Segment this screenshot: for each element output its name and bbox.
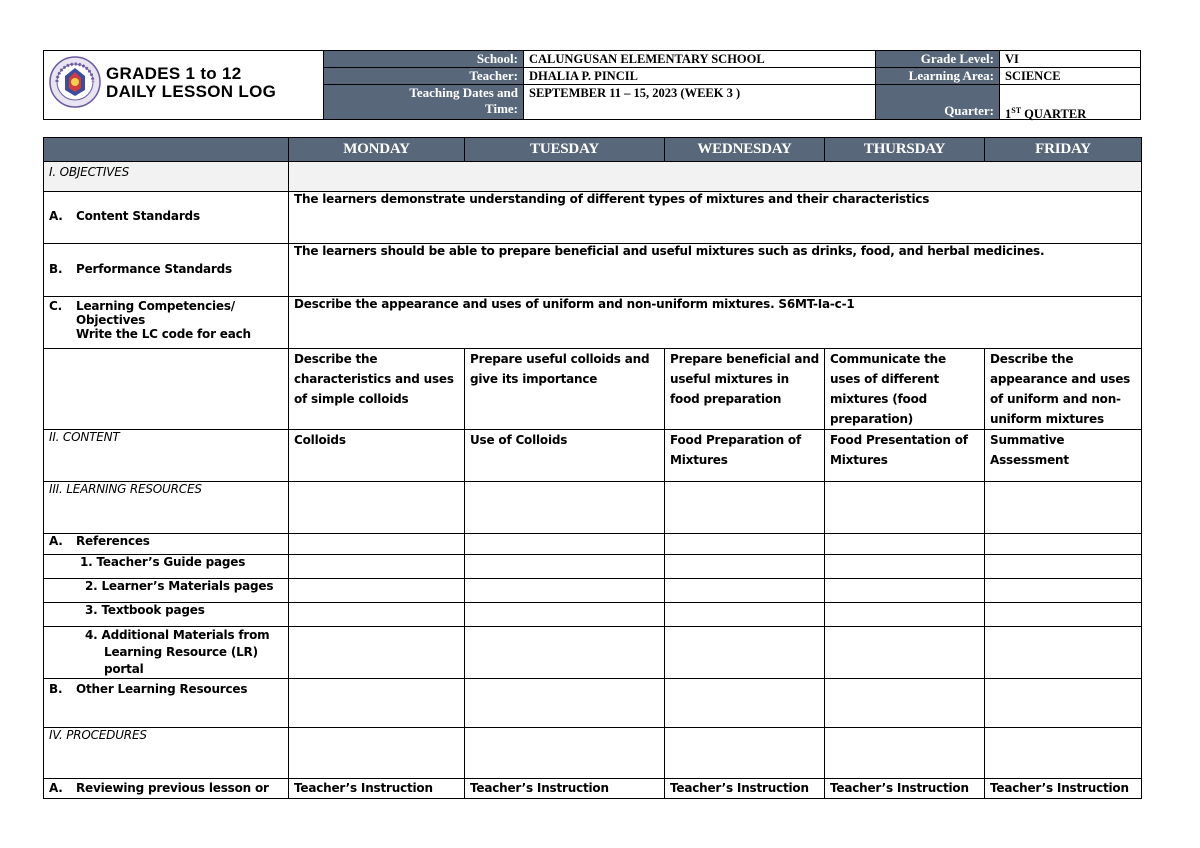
additional-materials-label: 4. Additional Materials from Learning Resource (LR) portal — [44, 627, 289, 679]
lesson-log-header — [43, 50, 1141, 120]
day-header-monday: MONDAY — [289, 138, 465, 162]
learning-resources-heading: III. LEARNING RESOURCES — [44, 482, 289, 534]
procedure-friday: Teacher’s Instruction — [985, 779, 1142, 799]
content-standards-row — [44, 192, 1142, 244]
reviewing-row — [44, 779, 1142, 799]
procedure-thursday: Teacher’s Instruction — [825, 779, 985, 799]
learners-materials-row — [44, 579, 1142, 603]
deped-seal-icon — [49, 56, 101, 108]
school-value: CALUNGUSAN ELEMENTARY SCHOOL — [524, 51, 876, 68]
content-standards-value: The learners demonstrate understanding of different types of mixtures and their characteristics — [289, 192, 1142, 244]
blank-header-cell — [44, 138, 289, 162]
reviewing-label: A. Reviewing previous lesson or — [44, 779, 289, 799]
performance-standards-value: The learners should be able to prepare beneficial and useful mixtures such as drinks, food, and herbal medicines. — [289, 244, 1142, 297]
content-tuesday: Use of Colloids — [465, 430, 665, 482]
daily-objectives-row — [44, 349, 1142, 430]
teachers-guide-label: 1. Teacher’s Guide pages — [44, 555, 289, 579]
references-label: A. References — [44, 534, 289, 555]
day-header-row — [44, 138, 1142, 162]
objective-monday: Describe the characteristics and uses of simple colloids — [289, 349, 465, 430]
objective-wednesday: Prepare beneficial and useful mixtures in food preparation — [665, 349, 825, 430]
day-header-friday: FRIDAY — [985, 138, 1142, 162]
content-standards-label: A. Content Standards — [44, 192, 289, 244]
teachers-guide-row — [44, 555, 1142, 579]
learning-competencies-row — [44, 297, 1142, 349]
procedure-wednesday: Teacher’s Instruction — [665, 779, 825, 799]
additional-materials-row — [44, 627, 1142, 679]
procedures-heading: IV. PROCEDURES — [44, 728, 289, 779]
objective-friday: Describe the appearance and uses of uniform and non-uniform mixtures — [985, 349, 1142, 430]
textbook-row — [44, 603, 1142, 627]
content-monday: Colloids — [289, 430, 465, 482]
lesson-log-table — [43, 137, 1142, 799]
objective-thursday: Communicate the uses of different mixtures (food preparation) — [825, 349, 985, 430]
other-resources-label: B. Other Learning Resources — [44, 679, 289, 728]
header-title-line1: GRADES 1 to 12 — [106, 64, 242, 83]
learning-area-value: SCIENCE — [1000, 68, 1140, 85]
teacher-value: DHALIA P. PINCIL — [524, 68, 876, 85]
content-row — [44, 430, 1142, 482]
grade-level-label: Grade Level: — [876, 51, 1000, 68]
procedure-tuesday: Teacher’s Instruction — [465, 779, 665, 799]
learning-competencies-label: C. Learning Competencies/ Objectives Write the LC code for each — [44, 297, 289, 349]
teaching-dates-value: SEPTEMBER 11 – 15, 2023 (WEEK 3 ) — [524, 85, 876, 119]
learning-area-label: Learning Area: — [876, 68, 1000, 85]
content-wednesday: Food Preparation of Mixtures — [665, 430, 825, 482]
daily-objectives-blank — [44, 349, 289, 430]
learners-materials-label: 2. Learner’s Materials pages — [44, 579, 289, 603]
day-header-tuesday: TUESDAY — [465, 138, 665, 162]
quarter-value: 1ST QUARTER — [1005, 106, 1087, 121]
header-title-block — [44, 51, 324, 119]
other-resources-row — [44, 679, 1142, 728]
textbook-label: 3. Textbook pages — [44, 603, 289, 627]
day-header-thursday: THURSDAY — [825, 138, 985, 162]
quarter-label: Quarter: — [876, 85, 1000, 119]
learning-competencies-value: Describe the appearance and uses of uniform and non-uniform mixtures. S6MT-Ia-c-1 — [289, 297, 1142, 349]
grade-level-value: VI — [1000, 51, 1140, 68]
performance-standards-label: B. Performance Standards — [44, 244, 289, 297]
objectives-row — [44, 162, 1142, 192]
objectives-heading: I. OBJECTIVES — [44, 162, 289, 192]
references-row — [44, 534, 1142, 555]
content-friday: Summative Assessment — [985, 430, 1142, 482]
procedure-monday: Teacher’s Instruction — [289, 779, 465, 799]
header-title-line2: DAILY LESSON LOG — [106, 82, 277, 101]
school-label: School: — [324, 51, 524, 68]
objectives-blank — [289, 162, 1142, 192]
performance-standards-row — [44, 244, 1142, 297]
teacher-label: Teacher: — [324, 68, 524, 85]
content-thursday: Food Presentation of Mixtures — [825, 430, 985, 482]
learning-resources-row — [44, 482, 1142, 534]
content-heading: II. CONTENT — [44, 430, 289, 482]
objective-tuesday: Prepare useful colloids and give its importance — [465, 349, 665, 430]
procedures-row — [44, 728, 1142, 779]
teaching-dates-label: Teaching Dates and Time: — [324, 85, 524, 119]
day-header-wednesday: WEDNESDAY — [665, 138, 825, 162]
